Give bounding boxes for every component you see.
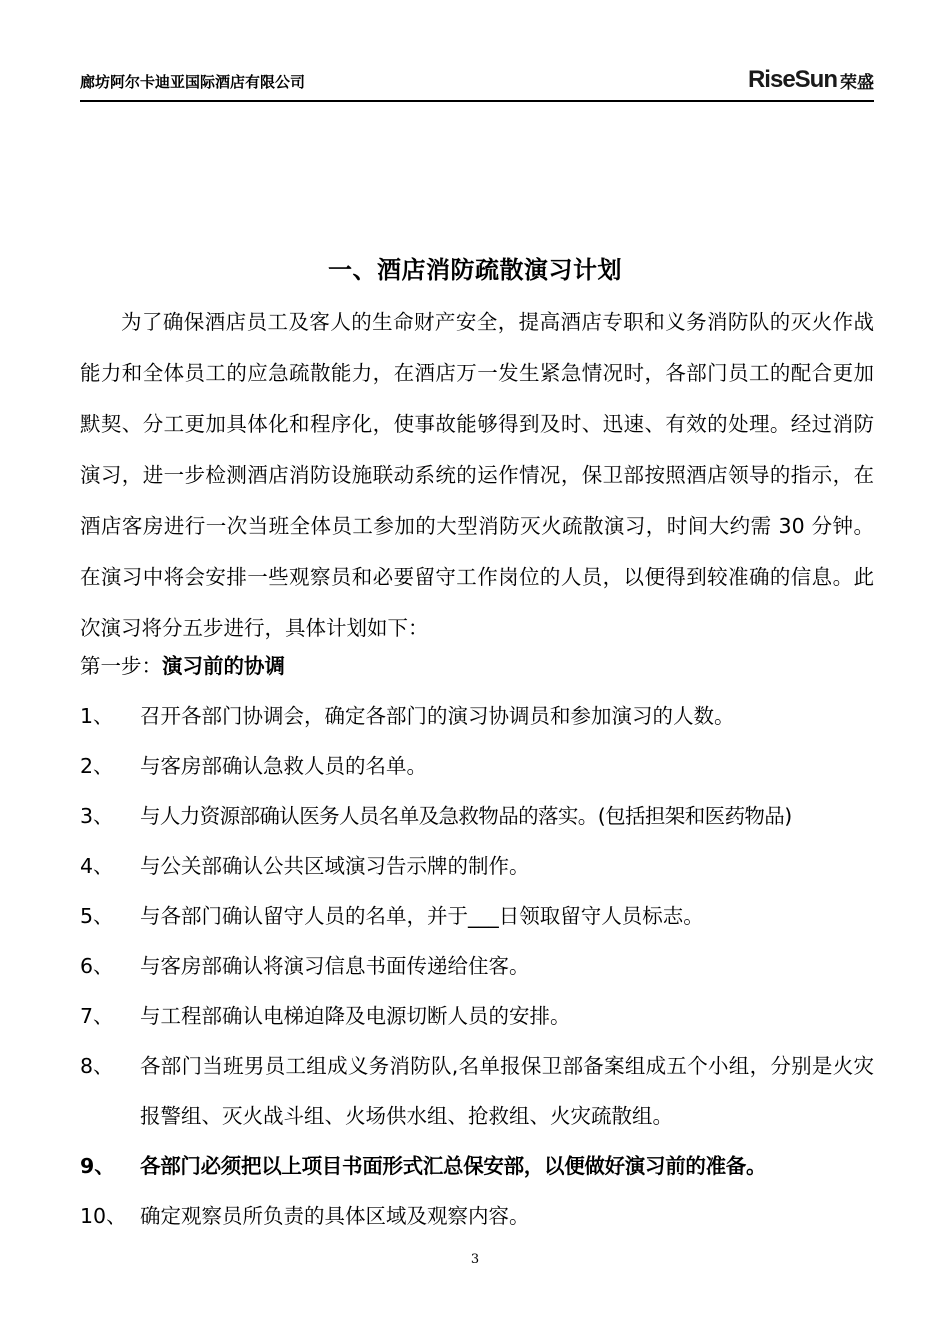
- step-title: 演习前的协调: [162, 654, 285, 678]
- section-title: 一、酒店消防疏散演习计划: [328, 256, 622, 284]
- company-name: 廊坊阿尔卡迪亚国际酒店有限公司: [80, 73, 306, 91]
- list-item: [80, 1041, 874, 1141]
- list-item: [80, 941, 874, 991]
- item-text: 与客房部确认急救人员的名单。: [140, 754, 427, 778]
- page-number: 3: [470, 1252, 480, 1267]
- list-item: [80, 691, 874, 741]
- item-number: 10、: [80, 1204, 127, 1228]
- intro-paragraph: 为了确保酒店员工及客人的生命财产安全，提高酒店专职和义务消防队的灭火作战能力和全体员工的应急疏散能力，在酒店万一发生紧急情况时，各部门员工的配合更加默契、分工更加具体化和程序化，使事故能够得到及时、迅速、有效的处理。经过消防演习，进一步检测酒店消防设施联动系统的运作情况，保卫部按照酒店领导的指示，在酒店客房进行一次当班全体员工参加的大型消防灭火疏散演习，时间大约需 30 分钟。在演习中将会安排一些观察员和必要留守工作岗位的人员，以便得到较准确的信息。此次演习将分五步进行，具体计划如下：: [80, 310, 874, 640]
- list-item: [80, 741, 874, 791]
- risesun-logo: [748, 62, 874, 98]
- item-number: 6、: [80, 954, 114, 978]
- list-item: [80, 841, 874, 891]
- item-text: 与人力资源部确认医务人员名单及急救物品的落实。(包括担架和医药物品): [140, 804, 792, 828]
- item-number: 7、: [80, 1004, 114, 1028]
- logo-chinese: 荣盛: [840, 72, 874, 93]
- task-list: [80, 691, 874, 1241]
- list-item: [80, 991, 874, 1041]
- item-number: 8、: [80, 1054, 114, 1078]
- item-number: 1、: [80, 704, 114, 728]
- item-text: 与公关部确认公共区域演习告示牌的制作。: [140, 854, 530, 878]
- item-text: 各部门必须把以上项目书面形式汇总保安部，以便做好演习前的准备。: [140, 1154, 767, 1178]
- item-number: 4、: [80, 854, 114, 878]
- item-text: 与客房部确认将演习信息书面传递给住客。: [140, 954, 530, 978]
- item-text: 确定观察员所负责的具体区域及观察内容。: [140, 1204, 530, 1228]
- list-item: [80, 1191, 874, 1241]
- item-text: 各部门当班男员工组成义务消防队,名单报保卫部备案组成五个小组，分别是火灾报警组、灭火战斗组、火场供水组、抢救组、火灾疏散组。: [140, 1054, 874, 1128]
- item-number: 2、: [80, 754, 114, 778]
- item-text: 召开各部门协调会，确定各部门的演习协调员和参加演习的人数。: [140, 704, 735, 728]
- header-rule: [80, 100, 874, 102]
- step-heading: [80, 641, 285, 692]
- item-text: 与工程部确认电梯迫降及电源切断人员的安排。: [140, 1004, 571, 1028]
- step-label: 第一步：: [80, 654, 162, 678]
- item-number: 3、: [80, 804, 114, 828]
- list-item: [80, 891, 874, 941]
- item-number: 9、: [80, 1154, 115, 1178]
- list-item: [80, 1141, 874, 1191]
- list-item: [80, 791, 874, 841]
- logo-text: RiseSun: [747, 66, 837, 93]
- page-header: [80, 60, 874, 100]
- item-number: 5、: [80, 904, 114, 928]
- item-text: 与各部门确认留守人员的名单，并于___日领取留守人员标志。: [140, 904, 704, 928]
